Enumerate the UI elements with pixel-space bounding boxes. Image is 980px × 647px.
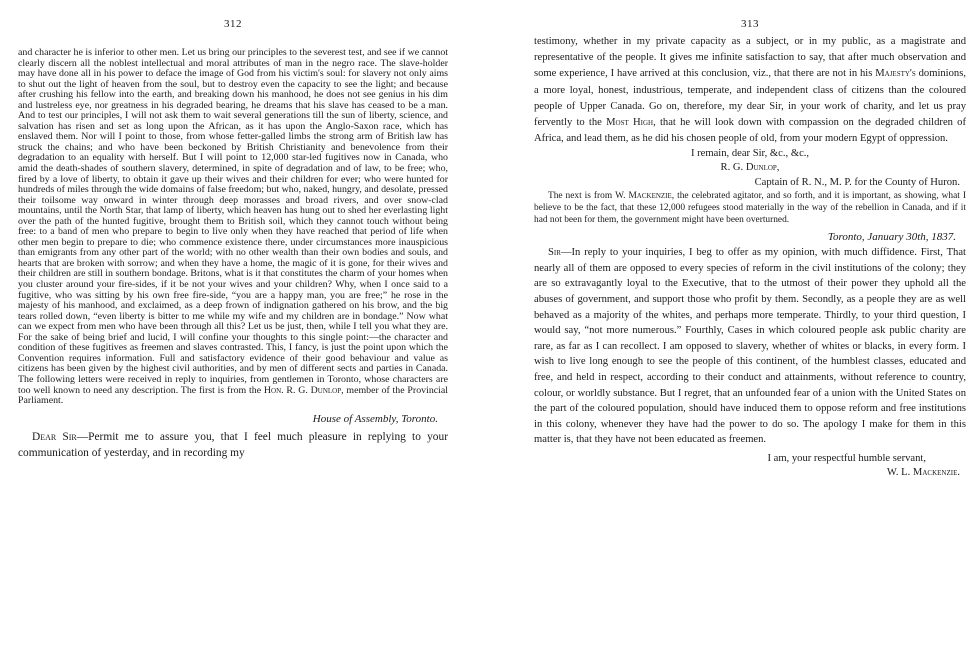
intro-after-name: the celebrated agitator, and so forth, and it is important, as showing, what I believe to be the fact, that these 12,000 refugees stood materially in the way of the rebellion in Canada, and if it had not been for them, the government might have been overturned. bbox=[534, 191, 966, 225]
letter2-salutation: Sir bbox=[548, 247, 561, 259]
left-page bbox=[0, 0, 470, 647]
page-number-right: 313 bbox=[741, 18, 759, 30]
page-number-left: 312 bbox=[224, 18, 242, 30]
closing-remain: I remain, dear Sir, &c., &c., bbox=[690, 148, 810, 160]
intro-before-name: The next is from bbox=[548, 191, 613, 202]
text-before-majesty: testimony, whether in my private capacity as a subject, or in my public, as a magistrate and representative of the people. It gives me infinite satisfaction to say, that after much observation and some experience, I have arrived at this conclusion, viz., that there are not in his bbox=[534, 36, 966, 80]
mackenzie-intro bbox=[534, 191, 966, 226]
closing-title: Captain of R. N., M. P. for the County of Huron. bbox=[754, 177, 960, 189]
right-page bbox=[520, 0, 980, 647]
salutation: Dear Sir bbox=[32, 430, 77, 443]
letter-heading: House of Assembly, Toronto. bbox=[312, 412, 438, 425]
hon-dunlop-name: Hon. R. G. Dunlop, bbox=[263, 384, 344, 396]
body-paragraph-left bbox=[18, 48, 448, 407]
text-after-most-high: that he will look down with compassion on the degraded children of Africa, and lead them, as he did his chosen people of old, from your modern Egypt of oppression. bbox=[534, 117, 966, 145]
letter2-closing: I am, your respectful humble servant, bbox=[767, 452, 926, 464]
letter-text: —Permit me to assure you, that I feel much pleasure in replying to your communication of yesterday, and in recording my bbox=[18, 430, 448, 459]
text-before-most-high: dominions, a more loyal, honest, industrious, temperate, and independent class of citizens than the coloured people of Upper Canada. Go on, therefore, my dear Sir, in your work of charity, and let us pray fervently to the bbox=[534, 68, 966, 129]
dunlop-letter-body bbox=[534, 34, 966, 147]
letter2-heading: Toronto, January 30th, 1837. bbox=[827, 231, 956, 244]
letter-opening bbox=[18, 429, 448, 461]
majesty: Majesty's bbox=[875, 68, 916, 80]
most-high: Most High, bbox=[606, 117, 656, 129]
intro-name: W. Mackenzie, bbox=[615, 191, 675, 202]
mackenzie-letter-body bbox=[534, 245, 966, 448]
body-text-end: member of the Provincial Parliament. bbox=[18, 384, 449, 407]
letter2-text: —In reply to your inquiries, I beg to offer as my opinion, with much diffidence. First, That nearly all of them are opposed to every species of reform in the civil institutions of the colony; they are so extravagantly loyal to the Executive, that to the utmost of their power they uphold all the abuses of government, and support those who profit by them. Secondly, as a people they are as well behaved as a majority of the whites, and perhaps more temperate. Thirdly, to your third question, I would say, “not more numerous.” Fourthly, Cases in which coloured people ask public charity are rare, as far as I can recollect. I am opposed to slavery, whether of whites or blacks, in every form. I wish to live long enough to see the people of this continent, of the humblest classes, educated and free, and held in respect, according to their conduct and attainments, without reference to country, colour, or worldly substance. But I regret, that an unfounded fear of a union with the United States on the part of the coloured population, should have induced them to oppose reform and free institutions in this colony, whenever they have had the power to do so. The apology I make for them in this matter is, that they have not been educated as freemen. bbox=[534, 247, 966, 446]
letter2-signature: W. L. Mackenzie. bbox=[886, 466, 960, 478]
body-text: and character he is inferior to other men. Let us bring our principles to the severest test, and see if we cannot clearly discern all the noblest intellectual and moral attributes of man in the negro race. The slave-holder may have done all in his power to deface the image of God from his victim's soul: for slavery not only aims to shut out the light of heaven from the soul, but to destroy even the capacity to see the light; and because after crushing his fellow into the earth, and breaking down his manhood, he does not see genius in his dim and lustreless eye, nor greatness in his degraded bearing, he dreams that his slave has ceased to be a man. And to test our principles, I will not ask them to wait several generations till the sun of liberty, science, and salvation has risen and set as long upon the African, as it has upon the Anglo-Saxon race, which has enslaved them. Nor will I point to those, from whose fetter-galled limbs the strong arm of British law has struck the chains; and who have been beckoned by British Christianity and benevolence from their degradation to an equality with herself. But I will point to 12,000 star-led fugitives now in Canada, who amid the death-shades of southern slavery, determined, in spite of degradation and of law, to be free; who, fired by a love of liberty, to obtain it gave up their wives and their children for ever; who were hunted for hundreds of miles through the wide domains of false freedom; but who, naked, hungry, and desolate, pressed their toilsome way onward in winter through deep morasses and broad rivers, and over snow-clad mountains, until the North Star, that lamp of liberty, which heaven has hung out to shed her everlasting light over the path of the hunted fugitive, brought them to British soil, which they cannot touch without being free: to a band of men who prepare to begin to live only when they have reached that period of life when other men begin to prepare to die; who commence existence there, under circumstances more inauspicious than emigrants from any other part of the world; with no other wealth than their own bodies and souls, and hearts that are broken with sorrow; and when they have a home, the magic of it is gone, for their wives and their children are still in southern bondage. Britons, what is it that constitutes the charm of your homes when you cluster around your fire-sides, if it be not your wives and your children? Why, when I once said to a fugitive, who was sitting by his own free fire-side, “you are a happy man, you are free;” he rose in the majesty of his manhood, and exclaimed, as a deep frown of indignation gathered on his brow, and the big tears rolled down, “even liberty is bitter to me while my wife and my children are in bondage.” Now what can we expect from men who have been through all this? Let us be just, then, while I tell you what they are. For the sake of being brief and lucid, I will confine your thoughts to this single point:—the character and condition of these fugitives as freemen and slaves contrasted. This, I fancy, is just the point upon which the Convention requires information. Full and satisfactory evidence of their good behaviour and value as citizens has been given by the highest civil authorities, and by men of different sects and parties in Canada. The following letters were received in reply to inquiries, from gentlemen in Toronto, whose characters are too well known to need any description. The first is from the bbox=[18, 47, 448, 396]
closing-signature: R. G. Dunlop, bbox=[720, 162, 780, 174]
